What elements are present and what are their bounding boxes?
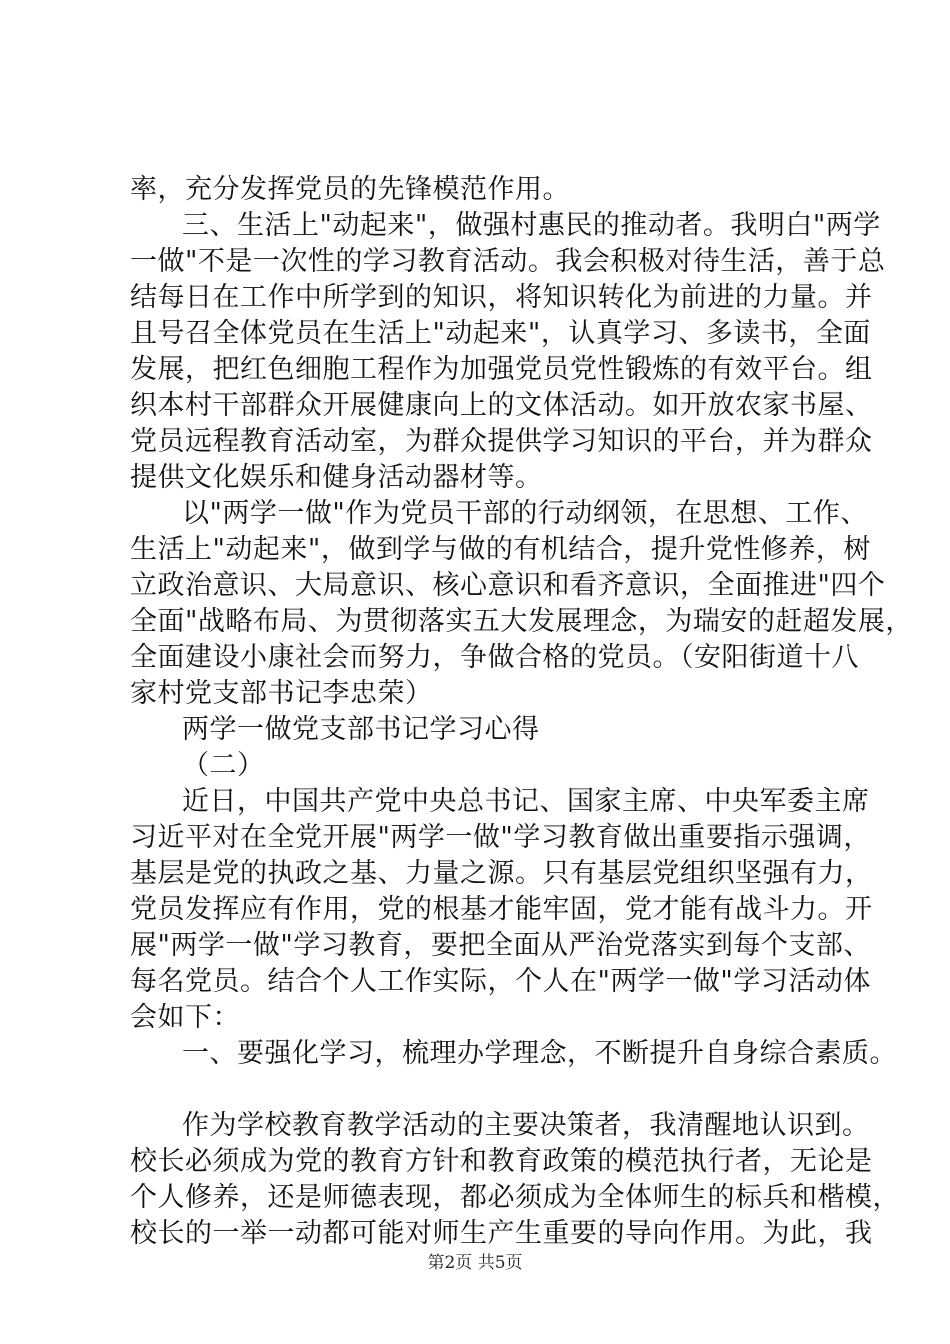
text-line: 一做"不是一次性的学习教育活动。我会积极对待生活，善于总 [130,246,886,277]
text-line: 校长必须成为党的教育方针和教育政策的模范执行者，无论是 [130,1146,873,1177]
text-line: 织本村干部群众开展健康向上的文体活动。如开放农家书屋、 [130,390,873,421]
text-line: 全面建设小康社会而努力，争做合格的党员。（安阳街道十八 [130,642,859,673]
section-heading: 两学一做党支部书记学习心得 [182,714,540,745]
section-subheading: （二） [182,750,265,781]
text-line: 展"两学一做"学习教育，要把全面从严治党落实到每个支部、 [130,930,871,961]
text-line: 习近平对在全党开展"两学一做"学习教育做出重要指示强调， [130,822,871,853]
text-line: 且号召全体党员在生活上"动起来"，认真学习、多读书，全面 [130,318,871,349]
text-line: 个人修养，还是师德表现，都必须成为全体师生的标兵和楷模， [130,1182,900,1213]
text-line: 发展，把红色细胞工程作为加强党员党性锻炼的有效平台。组 [130,354,873,385]
text-line: 率，充分发挥党员的先锋模范作用。 [130,174,570,205]
text-line: 结每日在工作中所学到的知识，将知识转化为前进的力量。并 [130,282,873,313]
text-line: 党员发挥应有作用，党的根基才能牢固，党才能有战斗力。开 [130,894,873,925]
text-line: 以"两学一做"作为党员干部的行动纲领，在思想、工作、 [182,498,868,529]
text-line: 党员远程教育活动室，为群众提供学习知识的平台，并为群众 [130,426,873,457]
text-line: 生活上"动起来"，做到学与做的有机结合，提升党性修养，树 [130,534,871,565]
page-number-footer: 第2页 共5页 [427,1253,523,1273]
text-line: 全面"战略布局、为贯彻落实五大发展理念，为瑞安的赶超发展， [130,606,913,637]
text-line: 一、要强化学习，梳理办学理念，不断提升自身综合素质。 [182,1038,897,1069]
text-line: 基层是党的执政之基、力量之源。只有基层党组织坚强有力， [130,858,873,889]
text-line: 立政治意识、大局意识、核心意识和看齐意识，全面推进"四个 [130,570,886,601]
text-line: 提供文化娱乐和健身活动器材等。 [130,462,543,493]
text-line: 近日，中国共产党中央总书记、国家主席、中央军委主席 [182,786,870,817]
text-line: 家村党支部书记李忠荣） [130,678,433,709]
text-line: 作为学校教育教学活动的主要决策者，我清醒地认识到。 [182,1110,870,1141]
text-line: 每名党员。结合个人工作实际，个人在"两学一做"学习活动体 [130,966,871,997]
text-line: 三、生活上"动起来"，做强村惠民的推动者。我明白"两学 [182,210,881,241]
text-line: 会如下： [130,1002,240,1033]
text-line: 校长的一举一动都可能对师生产生重要的导向作用。为此，我 [130,1218,873,1249]
